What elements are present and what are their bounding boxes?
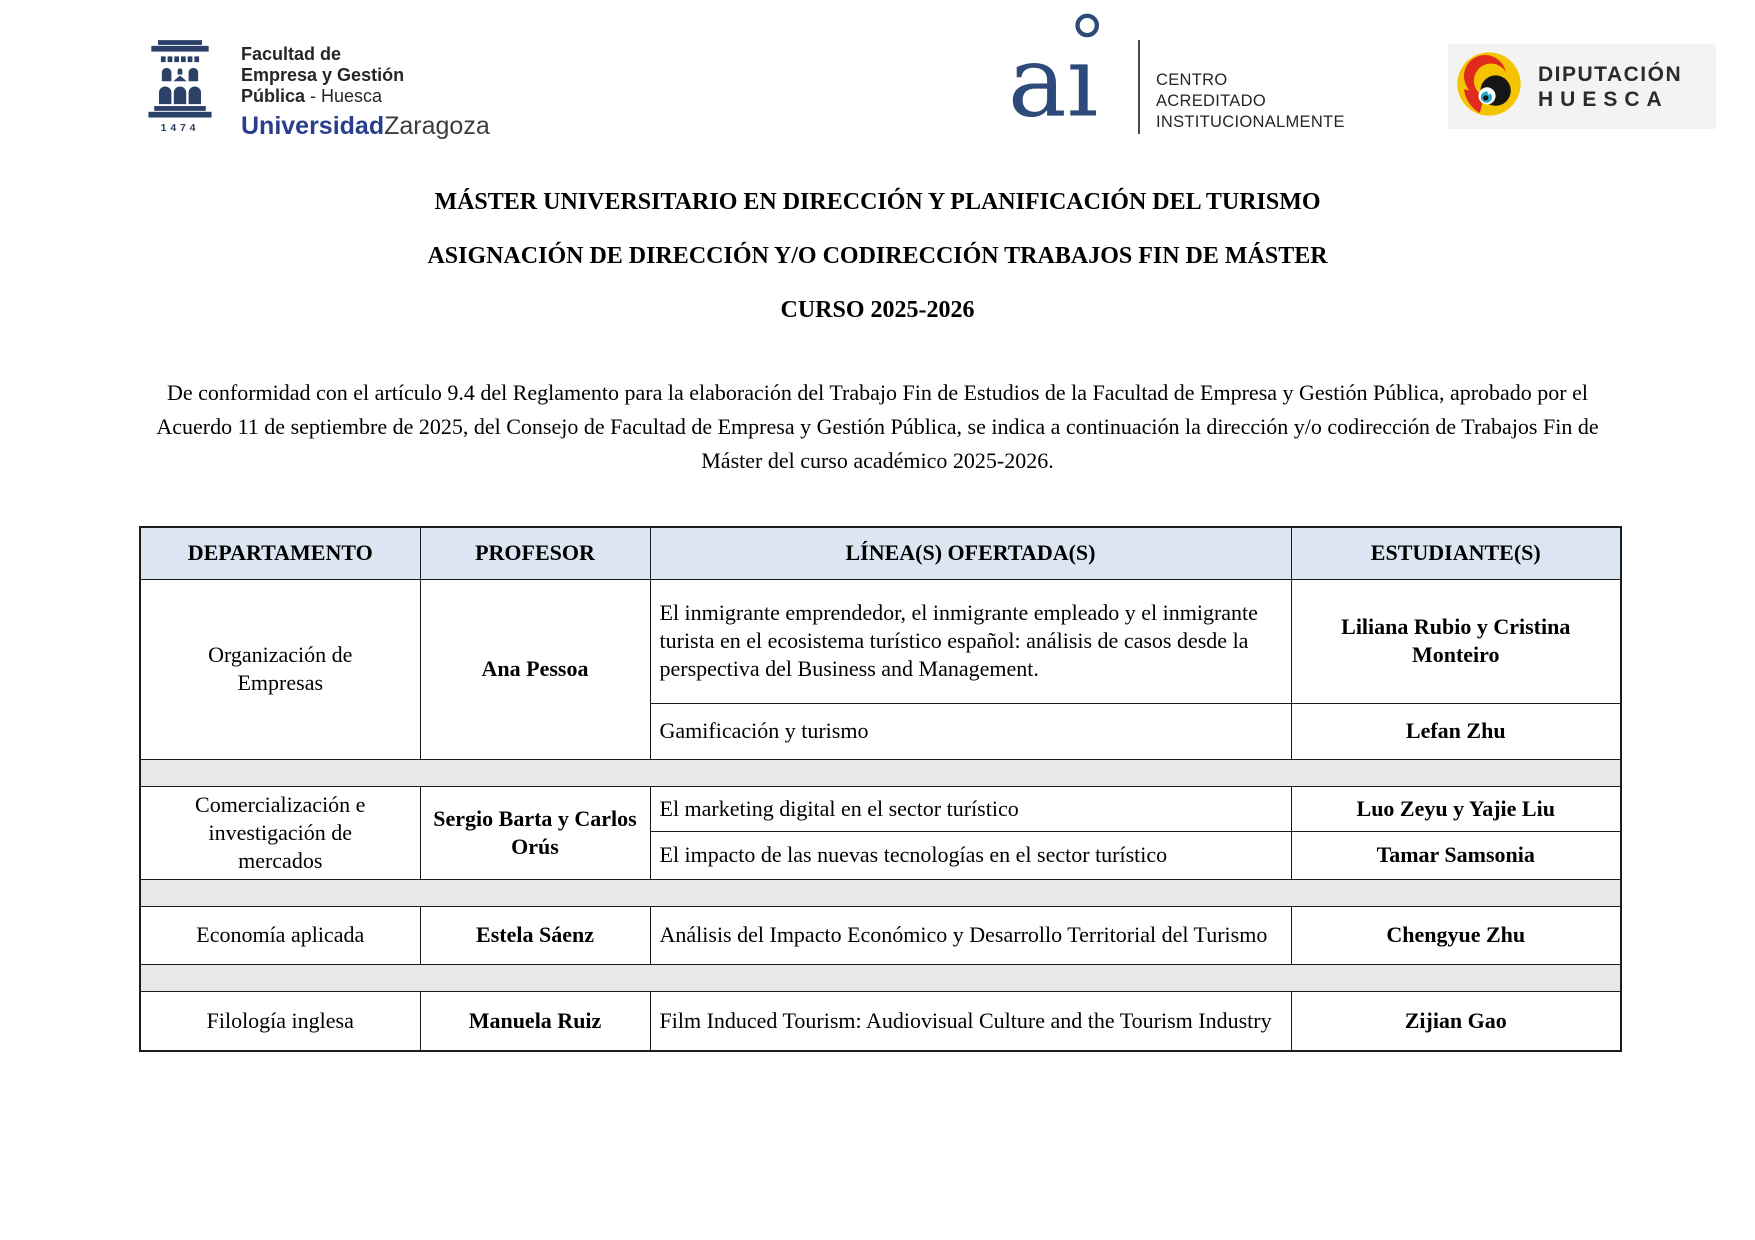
header-profesor: PROFESOR <box>420 527 650 579</box>
line-cell: El impacto de las nuevas tecnologías en el sector turístico <box>650 831 1291 879</box>
diputacion-line1: DIPUTACIÓN <box>1538 62 1683 86</box>
department-cell: Organización de Empresas <box>140 579 420 759</box>
page-header <box>0 0 1755 158</box>
university-logo-text <box>241 34 490 143</box>
line-cell: Análisis del Impacto Económico y Desarrollo Territorial del Turismo <box>650 906 1291 964</box>
table-row <box>140 906 1621 964</box>
accreditation-line1: CENTRO <box>1156 71 1228 89</box>
students-cell: Chengyue Zhu <box>1291 906 1621 964</box>
professor-cell: Manuela Ruiz <box>420 991 650 1051</box>
students-cell: Tamar Samsonia <box>1291 831 1621 879</box>
diputacion-line2: HUESCA <box>1538 87 1669 111</box>
university-building-icon <box>137 34 223 143</box>
header-departamento: DEPARTAMENTO <box>140 527 420 579</box>
faculty-name-line1: Facultad de <box>241 44 342 64</box>
separator-row <box>140 759 1621 786</box>
header-estudiantes: ESTUDIANTE(S) <box>1291 527 1621 579</box>
table-header-row <box>140 527 1621 579</box>
ai-glyph-icon <box>1006 7 1122 134</box>
department-cell: Comercialización e investigación de mercados <box>140 786 420 879</box>
students-cell: Zijian Gao <box>1291 991 1621 1051</box>
line-cell: Gamificación y turismo <box>650 703 1291 759</box>
faculty-name-line3: Pública - Huesca <box>241 86 383 106</box>
diputacion-huesca-logo <box>1448 44 1716 129</box>
professor-cell: Ana Pessoa <box>420 579 650 759</box>
faculty-name-line2: Empresa y Gestión <box>241 65 405 85</box>
svg-text:aı: aı <box>1007 24 1099 129</box>
line-cell: El inmigrante emprendedor, el inmigrante empleado y el inmigrante turista en el ecosistema turístico español: análisis de casos desde la perspectiva del Business and Management. <box>650 579 1291 703</box>
table-row <box>140 991 1621 1051</box>
diputacion-emblem-icon <box>1456 51 1522 122</box>
accreditation-text <box>1156 70 1345 134</box>
table-row <box>140 579 1621 703</box>
line-cell: El marketing digital en el sector turístico <box>650 786 1291 831</box>
department-cell: Filología inglesa <box>140 991 420 1051</box>
course-year: CURSO 2025-2026 <box>780 297 975 323</box>
line-cell: Film Induced Tourism: Audiovisual Culture and the Tourism Industry <box>650 991 1291 1051</box>
separator-row <box>140 879 1621 906</box>
header-lineas: LÍNEA(S) OFERTADA(S) <box>650 527 1291 579</box>
document-subtitle: ASIGNACIÓN DE DIRECCIÓN Y/O CODIRECCIÓN TRABAJOS FIN DE MÁSTER <box>427 243 1328 269</box>
logo-divider <box>1138 40 1140 134</box>
assignments-table-wrapper <box>139 526 1755 1052</box>
accreditation-logo <box>1006 12 1345 134</box>
document-title: MÁSTER UNIVERSITARIO EN DIRECCIÓN Y PLANIFICACIÓN DEL TURISMO <box>434 189 1321 215</box>
separator-row <box>140 964 1621 991</box>
accreditation-line3: INSTITUCIONALMENTE <box>1156 113 1345 131</box>
students-cell: Liliana Rubio y Cristina Monteiro <box>1291 579 1621 703</box>
professor-cell: Estela Sáenz <box>420 906 650 964</box>
diputacion-text <box>1538 62 1682 112</box>
founding-year: 1474 <box>160 121 200 134</box>
students-cell: Luo Zeyu y Yajie Liu <box>1291 786 1621 831</box>
professor-cell: Sergio Barta y Carlos Orús <box>420 786 650 879</box>
students-cell: Lefan Zhu <box>1291 703 1621 759</box>
university-logo <box>137 34 490 143</box>
university-brand: UniversidadZaragoza <box>241 112 490 140</box>
assignments-table <box>139 526 1622 1052</box>
department-cell: Economía aplicada <box>140 906 420 964</box>
table-row <box>140 786 1621 831</box>
intro-paragraph: De conformidad con el artículo 9.4 del Reglamento para la elaboración del Trabajo Fin de Estudios de la Facultad de Empresa y Gestión Pública, aprobado por el Acuerdo 11 de septiembre de 2025, del Consejo de Facultad de Empresa y Gestión Pública, se indica a continuación la dirección y/o codirección de Trabajos Fin de Máster del curso académico 2025-2026. <box>156 380 1599 473</box>
accreditation-line2: ACREDITADO <box>1156 92 1266 110</box>
